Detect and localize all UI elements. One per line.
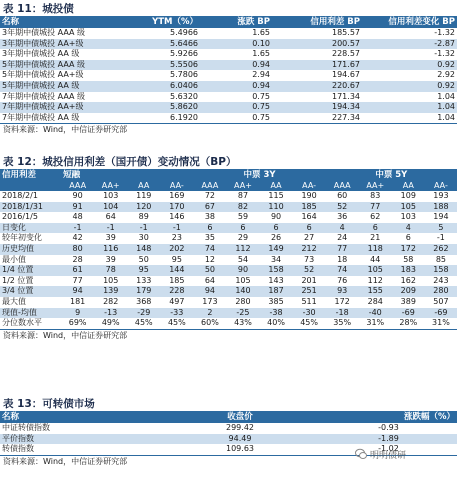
table-cell: 133 (127, 276, 160, 287)
table-12-group-header (0, 169, 457, 181)
table-cell: 38 (193, 212, 226, 223)
table-cell: 5.5506 (125, 60, 200, 71)
table-cell: -13 (94, 308, 127, 319)
table-cell: 103 (392, 212, 425, 223)
table-12-row (0, 223, 457, 234)
table-cell: 0.75 (200, 92, 272, 103)
table-12-section (0, 155, 457, 341)
table-12-title: 表 12：城投信用利差（国开债）变动情况（BP） (3, 156, 237, 168)
table-cell: 转债指数 (0, 444, 160, 455)
table-12-row (0, 244, 457, 255)
header-spread-bp: 信用利差 BP (272, 16, 362, 28)
table-cell: 87 (226, 191, 259, 202)
table-11-section (0, 2, 457, 135)
table-cell: 52 (326, 202, 359, 213)
table-cell: 280 (425, 286, 457, 297)
table-cell: 2.92 (362, 70, 457, 81)
table-cell: 31% (425, 318, 457, 329)
table-cell: 59 (226, 212, 259, 223)
header-ytm: YTM（%） (125, 16, 200, 28)
table-11-row (0, 28, 457, 39)
table-cell: 119 (127, 191, 160, 202)
table-cell: 299.42 (160, 423, 320, 434)
table-cell: 155 (359, 286, 392, 297)
table-12-row (0, 318, 457, 329)
table-12-sub-header (0, 181, 457, 191)
table-cell: 历史均值 (0, 244, 61, 255)
table-13-source: 资料来源：Wind，中信证券研究部 (3, 456, 128, 466)
table-cell: 61 (61, 265, 94, 276)
table-cell: 50 (193, 265, 226, 276)
table-cell: 190 (293, 191, 326, 202)
table-cell: 171.34 (272, 92, 362, 103)
table-cell: -38 (260, 308, 293, 319)
watermark-text: 明明债研 (370, 450, 407, 461)
table-cell: 26 (260, 233, 293, 244)
table-cell: 29 (226, 233, 259, 244)
table-cell: -69 (425, 308, 457, 319)
table-cell: 35 (193, 233, 226, 244)
sub-header-cell: AA+ (226, 181, 259, 191)
table-cell: -2.87 (362, 39, 457, 50)
table-cell: -1.32 (362, 28, 457, 39)
table-cell: 1.65 (200, 49, 272, 60)
table-13-row (0, 423, 457, 434)
table-cell: 94 (193, 286, 226, 297)
table-cell: 164 (293, 212, 326, 223)
sub-header-cell: AA- (160, 181, 193, 191)
table-cell: 95 (160, 255, 193, 266)
table-cell: -69 (392, 308, 425, 319)
table-cell: 78 (94, 265, 127, 276)
table-cell: 172 (326, 297, 359, 308)
table-cell: 平价指数 (0, 434, 160, 445)
table-cell: 140 (226, 286, 259, 297)
table-cell: 507 (425, 297, 457, 308)
table-11-source: 资料来源：Wind，中信证券研究部 (3, 125, 128, 135)
header-mtn-5y: 中票 5Y (326, 169, 457, 181)
table-cell: 103 (94, 191, 127, 202)
table-cell: 39 (94, 255, 127, 266)
sub-header-cell: AA (260, 181, 293, 191)
table-cell: 73 (293, 255, 326, 266)
table-cell: 2.94 (200, 70, 272, 81)
table-cell: 52 (293, 265, 326, 276)
sub-header-cell: AA (127, 181, 160, 191)
table-11-row (0, 39, 457, 50)
header-name: 名称 (0, 411, 160, 423)
table-cell: 7年期中债城投 AAA 级 (0, 92, 125, 103)
table-cell: 50 (127, 255, 160, 266)
table-cell: 5年期中债城投 AA 级 (0, 81, 125, 92)
table-cell: 389 (392, 297, 425, 308)
table-cell: 0.94 (200, 81, 272, 92)
table-cell: 5年期中债城投 AA+级 (0, 70, 125, 81)
sub-header-cell: AA (392, 181, 425, 191)
table-cell: 94.49 (160, 434, 320, 445)
header-change-bp: 涨跌 BP (200, 16, 272, 28)
table-cell: 日变化 (0, 223, 61, 234)
table-cell: 44 (359, 255, 392, 266)
table-cell: 6 (193, 223, 226, 234)
table-cell: -1 (94, 223, 127, 234)
table-cell: 105 (359, 265, 392, 276)
table-cell: -1.32 (362, 49, 457, 60)
table-cell: 60% (193, 318, 226, 329)
table-cell: 112 (359, 276, 392, 287)
table-cell: 105 (392, 202, 425, 213)
table-cell: 28 (61, 255, 94, 266)
table-cell: 74 (326, 265, 359, 276)
table-cell: 1.04 (362, 113, 457, 124)
table-cell: 76 (326, 276, 359, 287)
table-cell: 105 (94, 276, 127, 287)
table-cell: 77 (359, 202, 392, 213)
sub-header-cell: AA+ (94, 181, 127, 191)
table-cell: 34 (260, 255, 293, 266)
table-cell: 最大值 (0, 297, 61, 308)
table-cell: 5年期中债城投 AAA 级 (0, 60, 125, 71)
table-cell: 7年期中债城投 AA+级 (0, 102, 125, 113)
table-12-row (0, 265, 457, 276)
sub-header-cell: AAA (193, 181, 226, 191)
table-cell: 109 (392, 191, 425, 202)
table-cell: 82 (226, 202, 259, 213)
sub-header-cell: AA- (293, 181, 326, 191)
table-cell: 193 (425, 191, 457, 202)
table-cell: 90 (61, 191, 94, 202)
table-cell: 43% (226, 318, 259, 329)
sub-header-cell: AA+ (359, 181, 392, 191)
table-cell: 67 (193, 202, 226, 213)
table-cell: 中证转债指数 (0, 423, 160, 434)
table-cell: 185 (293, 202, 326, 213)
table-11 (0, 16, 457, 124)
table-cell: 511 (293, 297, 326, 308)
table-cell: 18 (326, 255, 359, 266)
table-cell: 2018/2/1 (0, 191, 61, 202)
table-cell: 64 (193, 276, 226, 287)
sub-header-cell: AA- (425, 181, 457, 191)
table-cell: 194.67 (272, 70, 362, 81)
table-cell: 77 (61, 276, 94, 287)
table-cell: 69% (61, 318, 94, 329)
table-cell: 3/4 位置 (0, 286, 61, 297)
table-cell: 1/2 位置 (0, 276, 61, 287)
table-12-source: 资料来源：Wind，中信证券研究部 (3, 330, 128, 340)
table-cell: 80 (61, 244, 94, 255)
table-cell: 最小值 (0, 255, 61, 266)
table-cell: -29 (127, 308, 160, 319)
table-cell: 251 (293, 286, 326, 297)
table-12-row (0, 286, 457, 297)
table-cell: 60 (326, 191, 359, 202)
table-cell: 201 (293, 276, 326, 287)
table-cell: 1/4 位置 (0, 265, 61, 276)
table-cell: 143 (260, 276, 293, 287)
table-cell: 169 (160, 191, 193, 202)
table-cell: 116 (94, 244, 127, 255)
table-cell: 0.92 (362, 81, 457, 92)
table-cell: 115 (260, 191, 293, 202)
table-cell: -1.02 (320, 444, 457, 455)
table-cell: 64 (94, 212, 127, 223)
table-12-row (0, 191, 457, 202)
table-cell: 112 (226, 244, 259, 255)
table-11-row (0, 49, 457, 60)
table-cell: 30 (127, 233, 160, 244)
table-cell: 243 (425, 276, 457, 287)
table-cell: 6 (226, 223, 259, 234)
table-cell: 139 (94, 286, 127, 297)
table-cell: 385 (260, 297, 293, 308)
table-11-row (0, 81, 457, 92)
table-cell: 90 (226, 265, 259, 276)
table-12-row (0, 202, 457, 213)
table-cell: 6 (260, 223, 293, 234)
table-cell: 36 (326, 212, 359, 223)
table-cell: 1.65 (200, 28, 272, 39)
table-cell: 284 (359, 297, 392, 308)
table-cell: 194 (425, 212, 457, 223)
table-cell: 170 (160, 202, 193, 213)
table-cell: 24 (326, 233, 359, 244)
table-13-title: 表 13：可转债市场 (3, 398, 95, 410)
table-cell: 28% (392, 318, 425, 329)
table-cell: 5.6466 (125, 39, 200, 50)
table-cell: 39 (94, 233, 127, 244)
table-cell: 95 (127, 265, 160, 276)
table-cell: 146 (160, 212, 193, 223)
header-mtn-3y: 中票 3Y (193, 169, 325, 181)
table-cell: 6.0406 (125, 81, 200, 92)
table-cell: 0.75 (200, 102, 272, 113)
table-cell: 228 (160, 286, 193, 297)
table-cell: 185.57 (272, 28, 362, 39)
table-cell: 144 (160, 265, 193, 276)
table-cell: 83 (359, 191, 392, 202)
table-11-row (0, 92, 457, 103)
table-cell: 149 (260, 244, 293, 255)
table-cell: 77 (326, 244, 359, 255)
table-cell: 200.57 (272, 39, 362, 50)
table-cell: 现值-均值 (0, 308, 61, 319)
table-cell: 89 (127, 212, 160, 223)
table-cell: -1.89 (320, 434, 457, 445)
header-pct-change: 涨跌幅（%） (320, 411, 457, 423)
table-12 (0, 169, 457, 330)
table-12-row (0, 212, 457, 223)
table-cell: 3年期中债城投 AA+级 (0, 39, 125, 50)
table-cell: 62 (359, 212, 392, 223)
table-cell: 0.75 (200, 113, 272, 124)
table-cell: 110 (260, 202, 293, 213)
table-cell: 120 (127, 202, 160, 213)
sub-header-cell: AAA (61, 181, 94, 191)
table-cell: 48 (61, 212, 94, 223)
table-11-header (0, 16, 457, 28)
table-cell: 49% (94, 318, 127, 329)
table-12-row (0, 308, 457, 319)
table-cell: 3年期中债城投 AAA 级 (0, 28, 125, 39)
table-12-row (0, 233, 457, 244)
table-cell: -1 (61, 223, 94, 234)
table-cell: 23 (160, 233, 193, 244)
table-cell: 148 (127, 244, 160, 255)
table-cell: 45% (293, 318, 326, 329)
table-cell: 209 (392, 286, 425, 297)
table-cell: 74 (193, 244, 226, 255)
header-credit-spread: 信用利差 (0, 169, 61, 181)
table-cell: 171.67 (272, 60, 362, 71)
table-cell: 282 (94, 297, 127, 308)
header-spread-change-bp: 信用利差变化 BP (362, 16, 457, 28)
table-11-row (0, 102, 457, 113)
table-11-row (0, 60, 457, 71)
table-cell: 179 (127, 286, 160, 297)
table-cell: 118 (359, 244, 392, 255)
table-cell: 5.8620 (125, 102, 200, 113)
table-cell: 54 (226, 255, 259, 266)
table-12-row (0, 297, 457, 308)
table-cell: 2016/1/5 (0, 212, 61, 223)
table-cell: 162 (392, 276, 425, 287)
table-cell: 497 (160, 297, 193, 308)
table-cell: -1 (127, 223, 160, 234)
table-cell: 194.34 (272, 102, 362, 113)
header-name: 名称 (0, 16, 125, 28)
table-cell: 368 (127, 297, 160, 308)
table-cell: 4 (392, 223, 425, 234)
table-cell: 1.04 (362, 92, 457, 103)
table-cell: 42 (61, 233, 94, 244)
table-cell: 58 (392, 255, 425, 266)
table-cell: 9 (61, 308, 94, 319)
table-cell: 31% (359, 318, 392, 329)
table-cell: 7年期中债城投 AA 级 (0, 113, 125, 124)
table-cell: -1 (425, 233, 457, 244)
watermark-logo (355, 447, 450, 461)
table-11-row (0, 113, 457, 124)
sub-header-cell: AAA (326, 181, 359, 191)
table-cell: 212 (293, 244, 326, 255)
table-cell: 1.04 (362, 102, 457, 113)
table-12-row (0, 276, 457, 287)
table-cell: 45% (127, 318, 160, 329)
table-cell: 220.67 (272, 81, 362, 92)
wechat-icon (355, 448, 367, 460)
table-cell: 5.4966 (125, 28, 200, 39)
table-11-title: 表 11：城投债 (3, 3, 74, 15)
table-cell: 21 (359, 233, 392, 244)
table-cell: 228.57 (272, 49, 362, 60)
table-cell: -40 (359, 308, 392, 319)
table-cell: 72 (193, 191, 226, 202)
table-13-row (0, 434, 457, 445)
table-cell: 4 (326, 223, 359, 234)
table-cell: 分位数水平 (0, 318, 61, 329)
table-cell: 91 (61, 202, 94, 213)
table-cell: 2018/1/31 (0, 202, 61, 213)
table-cell: -1 (160, 223, 193, 234)
table-cell: 187 (260, 286, 293, 297)
table-13-header (0, 411, 457, 423)
table-cell: -25 (226, 308, 259, 319)
table-cell: -33 (160, 308, 193, 319)
table-cell: 0.92 (362, 60, 457, 71)
table-cell: 262 (425, 244, 457, 255)
table-cell: 280 (226, 297, 259, 308)
table-cell: 202 (160, 244, 193, 255)
table-cell: 3年期中债城投 AA 级 (0, 49, 125, 60)
table-cell: 6 (293, 223, 326, 234)
table-cell: 5 (425, 223, 457, 234)
table-cell: 104 (94, 202, 127, 213)
table-cell: -0.93 (320, 423, 457, 434)
table-11-row (0, 70, 457, 81)
table-cell: 6 (359, 223, 392, 234)
table-cell: 6 (392, 233, 425, 244)
table-12-row (0, 255, 457, 266)
table-cell: 105 (226, 276, 259, 287)
table-cell: 5.7806 (125, 70, 200, 81)
table-cell: 2 (193, 308, 226, 319)
table-cell: -18 (326, 308, 359, 319)
table-cell: 40% (260, 318, 293, 329)
table-cell: 173 (193, 297, 226, 308)
table-cell: 227.34 (272, 113, 362, 124)
table-cell: 6.1920 (125, 113, 200, 124)
table-cell: 35% (326, 318, 359, 329)
sub-header-cell (0, 181, 61, 191)
table-cell: 185 (160, 276, 193, 287)
table-cell: 5.9266 (125, 49, 200, 60)
table-cell: 85 (425, 255, 457, 266)
table-cell: 94 (61, 286, 94, 297)
table-cell: 93 (326, 286, 359, 297)
table-cell: 183 (392, 265, 425, 276)
header-close: 收盘价 (160, 411, 320, 423)
table-cell: 45% (160, 318, 193, 329)
table-cell: 12 (193, 255, 226, 266)
header-short-term: 短融 (61, 169, 193, 181)
table-cell: 109.63 (160, 444, 320, 455)
table-cell: 0.10 (200, 39, 272, 50)
table-cell: 158 (260, 265, 293, 276)
table-cell: 90 (260, 212, 293, 223)
table-cell: 188 (425, 202, 457, 213)
table-cell: 172 (392, 244, 425, 255)
table-cell: 5.6320 (125, 92, 200, 103)
table-cell: 0.94 (200, 60, 272, 71)
table-cell: 181 (61, 297, 94, 308)
table-cell: 较年初变化 (0, 233, 61, 244)
table-cell: -30 (293, 308, 326, 319)
table-cell: 158 (425, 265, 457, 276)
table-cell: 27 (293, 233, 326, 244)
